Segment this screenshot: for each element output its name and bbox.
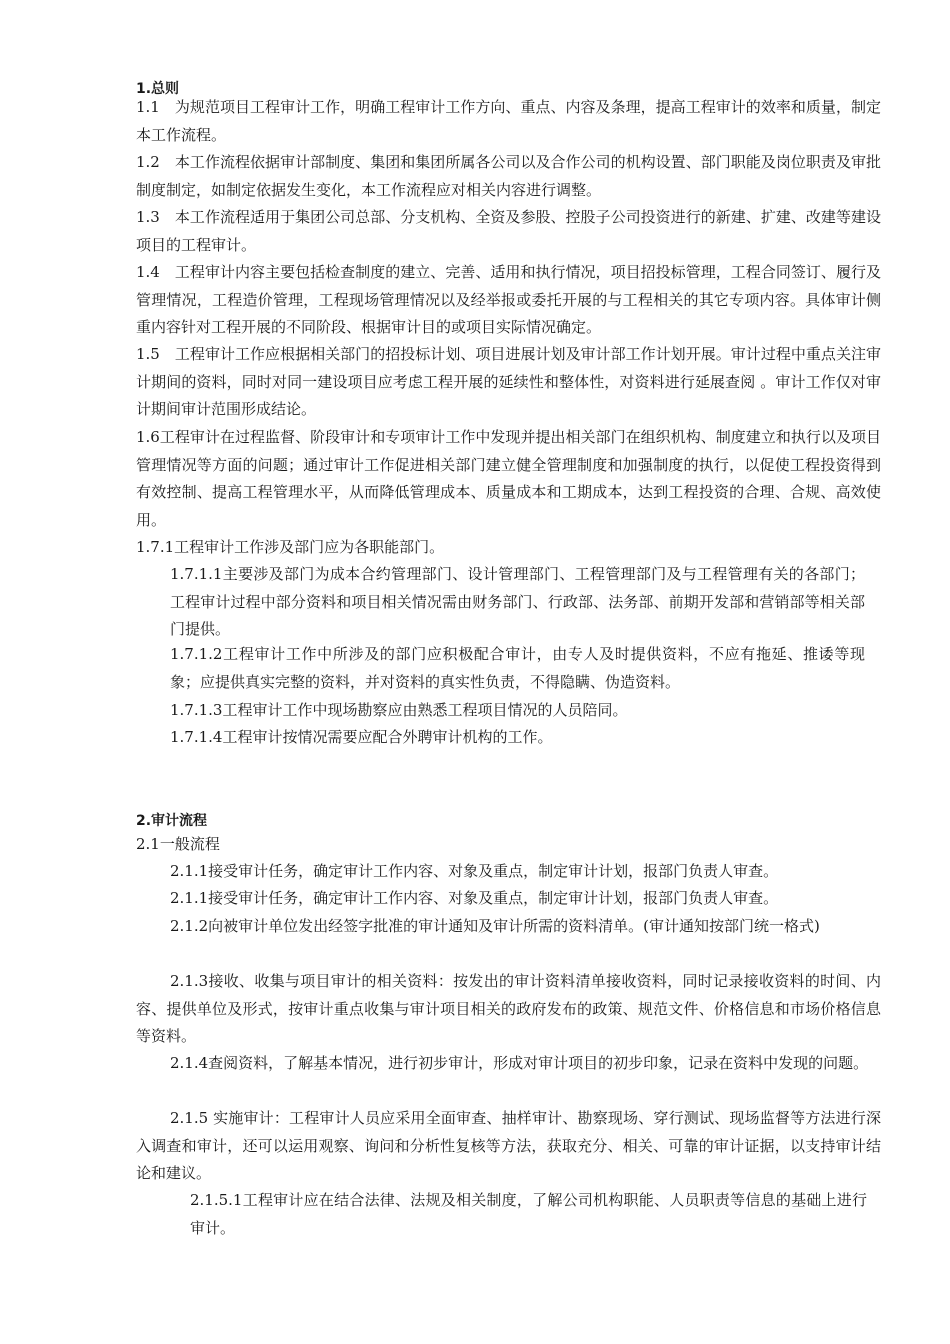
paragraph-1-2: 1.2 本工作流程依据审计部制度、集团和集团所属各公司以及合作公司的机构设置、部门职能及岗位职责及审批制度制定，如制定依据发生变化，本工作流程应对相关内容进行调整。 xyxy=(136,153,881,199)
paragraph-1-3: 1.3 本工作流程适用于集团公司总部、分支机构、全资及参股、控股子公司投资进行的新建、扩建、改建等建设项目的工程审计。 xyxy=(136,208,881,254)
paragraph-1-7-1-3: 1.7.1.3工程审计工作中现场勘察应由熟悉工程项目情况的人员陪同。 xyxy=(170,701,628,719)
paragraph-2-1-5: 2.1.5 实施审计：工程审计人员应采用全面审查、抽样审计、勘察现场、穿行测试、现场监督等方法进行深入调查和审计，还可以运用观察、询问和分析性复核等方法，获取充分、相关、可靠的审计证据，以支持审计结论和建议。 xyxy=(136,1109,881,1182)
paragraph-1-7-1-1: 1.7.1.1主要涉及部门为成本合约管理部门、设计管理部门、工程管理部门及与工程管理有关的各部门；工程审计过程中部分资料和项目相关情况需由财务部门、行政部、法务部、前期开发部和营销部等相关部门提供。 xyxy=(170,565,865,638)
paragraph-2-1-1: 2.1.1接受审计任务，确定审计工作内容、对象及重点，制定审计计划，报部门负责人审查。 xyxy=(170,862,779,880)
paragraph-1-7-1: 1.7.1工程审计工作涉及部门应为各职能部门。 xyxy=(136,538,445,556)
paragraph-1-4: 1.4 工程审计内容主要包括检查制度的建立、完善、适用和执行情况，项目招投标管理，工程合同签订、履行及管理情况，工程造价管理，工程现场管理情况以及经举报或委托开展的与工程相关的其它专项内容。具体审计侧重内容针对工程开展的不同阶段、根据审计目的或项目实际情况确定。 xyxy=(136,263,881,336)
paragraph-2-1-2: 2.1.2向被审计单位发出经签字批准的审计通知及审计所需的资料清单。(审计通知按部门统一格式) xyxy=(170,917,820,935)
paragraph-2-1-5-1: 2.1.5.1工程审计应在结合法律、法规及相关制度，了解公司机构职能、人员职责等信息的基础上进行审计。 xyxy=(190,1191,867,1237)
paragraph-1-1: 1.1 为规范项目工程审计工作，明确工程审计工作方向、重点、内容及条理，提高工程审计的效率和质量，制定本工作流程。 xyxy=(136,98,881,144)
paragraph-2-1-1-repeat: 2.1.1接受审计任务，确定审计工作内容、对象及重点，制定审计计划，报部门负责人审查。 xyxy=(170,889,779,907)
paragraph-1-7-1-4: 1.7.1.4工程审计按情况需要应配合外聘审计机构的工作。 xyxy=(170,728,553,746)
paragraph-2-1-3: 2.1.3接收、收集与项目审计的相关资料：按发出的审计资料清单接收资料，同时记录接收资料的时间、内容、提供单位及形式，按审计重点收集与审计项目相关的政府发布的政策、规范文件、价格信息和市场价格信息等资料。 xyxy=(136,972,881,1045)
paragraph-1-6: 1.6工程审计在过程监督、阶段审计和专项审计工作中发现并提出相关部门在组织机构、制度建立和执行以及项目管理情况等方面的问题；通过审计工作促进相关部门建立健全管理制度和加强制度的执行，以促使工程投资得到有效控制、提高工程管理水平，从而降低管理成本、质量成本和工期成本，达到工程投资的合理、合规、高效使用。 xyxy=(136,428,881,529)
section-2-title: 2.审计流程 xyxy=(136,813,208,829)
paragraph-2-1-4: 2.1.4查阅资料，了解基本情况，进行初步审计，形成对审计项目的初步印象，记录在资料中发现的问题。 xyxy=(170,1054,869,1072)
paragraph-2-1: 2.1一般流程 xyxy=(136,835,220,853)
paragraph-1-7-1-2: 1.7.1.2工程审计工作中所涉及的部门应积极配合审计，由专人及时提供资料，不应有拖延、推诿等现象；应提供真实完整的资料，并对资料的真实性负责，不得隐瞒、伪造资料。 xyxy=(170,645,865,691)
paragraph-1-5: 1.5 工程审计工作应根据相关部门的招投标计划、项目进展计划及审计部工作计划开展。审计过程中重点关注审计期间的资料，同时对同一建设项目应考虑工程开展的延续性和整体性，对资料进行延展查阅 。审计工作仅对审计期间审计范围形成结论。 xyxy=(136,345,881,418)
section-1-title: 1.总则 xyxy=(136,81,180,97)
